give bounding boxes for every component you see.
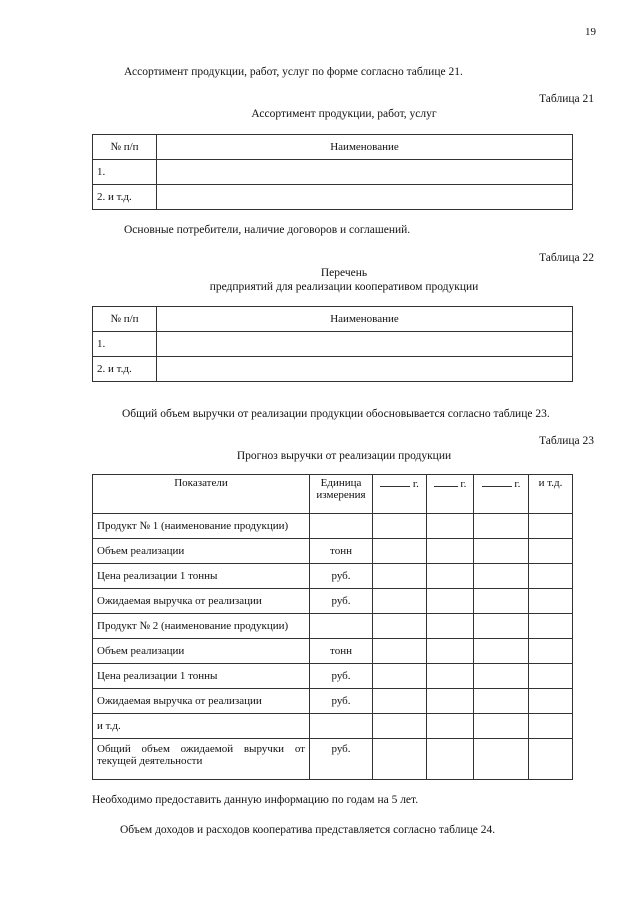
unit-cell: тонн bbox=[310, 639, 373, 664]
table21-label: Таблица 21 bbox=[539, 93, 594, 105]
year-suffix: г. bbox=[514, 478, 521, 490]
indicator-cell: Объем реализации bbox=[93, 539, 310, 564]
table-row bbox=[93, 639, 573, 664]
table-header-row bbox=[93, 307, 573, 332]
unit-cell bbox=[310, 514, 373, 539]
table21-caption: Ассортимент продукции, работ, услуг bbox=[251, 108, 437, 120]
header-cell-name: Наименование bbox=[157, 135, 573, 160]
paragraph-table21-intro: Ассортимент продукции, работ, услуг по форме согласно таблице 21. bbox=[124, 66, 463, 78]
table23-caption: Прогноз выручки от реализации продукции bbox=[236, 450, 452, 462]
table-row bbox=[93, 614, 573, 639]
indicator-cell: Объем реализации bbox=[93, 639, 310, 664]
table-cell bbox=[157, 185, 573, 210]
table-row bbox=[93, 564, 573, 589]
table23 bbox=[92, 474, 573, 780]
header-cell-etc: и т.д. bbox=[529, 475, 573, 514]
paragraph-table24-intro: Объем доходов и расходов кооператива представляется согласно таблице 24. bbox=[120, 824, 496, 836]
table-cell bbox=[157, 160, 573, 185]
paragraph-five-years: Необходимо предоставить данную информацию по годам на 5 лет. bbox=[92, 794, 419, 806]
total-line2: текущей деятельности bbox=[97, 755, 203, 767]
indicator-cell-total bbox=[93, 739, 310, 780]
table-row bbox=[93, 714, 573, 739]
table23-label: Таблица 23 bbox=[539, 435, 594, 447]
indicator-cell: Продукт № 2 (наименование продукции) bbox=[93, 614, 310, 639]
table-header-row bbox=[93, 135, 573, 160]
table-cell bbox=[157, 332, 573, 357]
indicator-cell: Ожидаемая выручка от реализации bbox=[93, 589, 310, 614]
unit-cell: руб. bbox=[310, 564, 373, 589]
header-cell-year-3 bbox=[474, 475, 529, 514]
unit-cell: руб. bbox=[310, 664, 373, 689]
table-row bbox=[93, 664, 573, 689]
table-row bbox=[93, 185, 573, 210]
table-row bbox=[93, 589, 573, 614]
table22-caption-line1: Перечень bbox=[320, 267, 368, 279]
table-cell bbox=[157, 357, 573, 382]
unit-cell bbox=[310, 614, 373, 639]
header-cell-name: Наименование bbox=[157, 307, 573, 332]
table-row bbox=[93, 332, 573, 357]
table-header-row bbox=[93, 475, 573, 514]
indicator-cell: Ожидаемая выручка от реализации bbox=[93, 689, 310, 714]
unit-cell: тонн bbox=[310, 539, 373, 564]
table-cell: 2. и т.д. bbox=[93, 185, 157, 210]
page-number: 19 bbox=[585, 26, 596, 38]
table-cell: 2. и т.д. bbox=[93, 357, 157, 382]
table-row-total bbox=[93, 739, 573, 780]
header-cell-num: № п/п bbox=[93, 135, 157, 160]
indicator-cell: и т.д. bbox=[93, 714, 310, 739]
table22 bbox=[92, 306, 573, 382]
table-row bbox=[93, 357, 573, 382]
table22-caption-line2: предприятий для реализации кооперативом продукции bbox=[209, 281, 479, 293]
header-cell-indicators: Показатели bbox=[93, 475, 310, 514]
total-line1: Общий объем ожидаемой выручки от bbox=[97, 743, 305, 755]
year-suffix: г. bbox=[412, 478, 419, 490]
table21 bbox=[92, 134, 573, 210]
unit-cell: руб. bbox=[310, 739, 373, 780]
table-row bbox=[93, 160, 573, 185]
unit-header-line1: Единица bbox=[320, 477, 362, 489]
header-cell-num: № п/п bbox=[93, 307, 157, 332]
year-suffix: г. bbox=[460, 478, 467, 490]
unit-header-line2: измерения bbox=[316, 489, 366, 501]
table-row bbox=[93, 539, 573, 564]
indicator-cell: Цена реализации 1 тонны bbox=[93, 664, 310, 689]
unit-cell: руб. bbox=[310, 689, 373, 714]
table-row bbox=[93, 689, 573, 714]
indicator-cell: Продукт № 1 (наименование продукции) bbox=[93, 514, 310, 539]
table22-label: Таблица 22 bbox=[539, 252, 594, 264]
header-cell-unit bbox=[310, 475, 373, 514]
unit-cell bbox=[310, 714, 373, 739]
table-row bbox=[93, 514, 573, 539]
table-cell: 1. bbox=[93, 160, 157, 185]
unit-cell: руб. bbox=[310, 589, 373, 614]
header-cell-year-1 bbox=[373, 475, 427, 514]
paragraph-consumers: Основные потребители, наличие договоров и соглашений. bbox=[124, 224, 411, 236]
table-cell: 1. bbox=[93, 332, 157, 357]
indicator-cell: Цена реализации 1 тонны bbox=[93, 564, 310, 589]
header-cell-year-2 bbox=[427, 475, 474, 514]
paragraph-revenue-intro: Общий объем выручки от реализации продукции обосновывается согласно таблице 23. bbox=[122, 408, 550, 420]
